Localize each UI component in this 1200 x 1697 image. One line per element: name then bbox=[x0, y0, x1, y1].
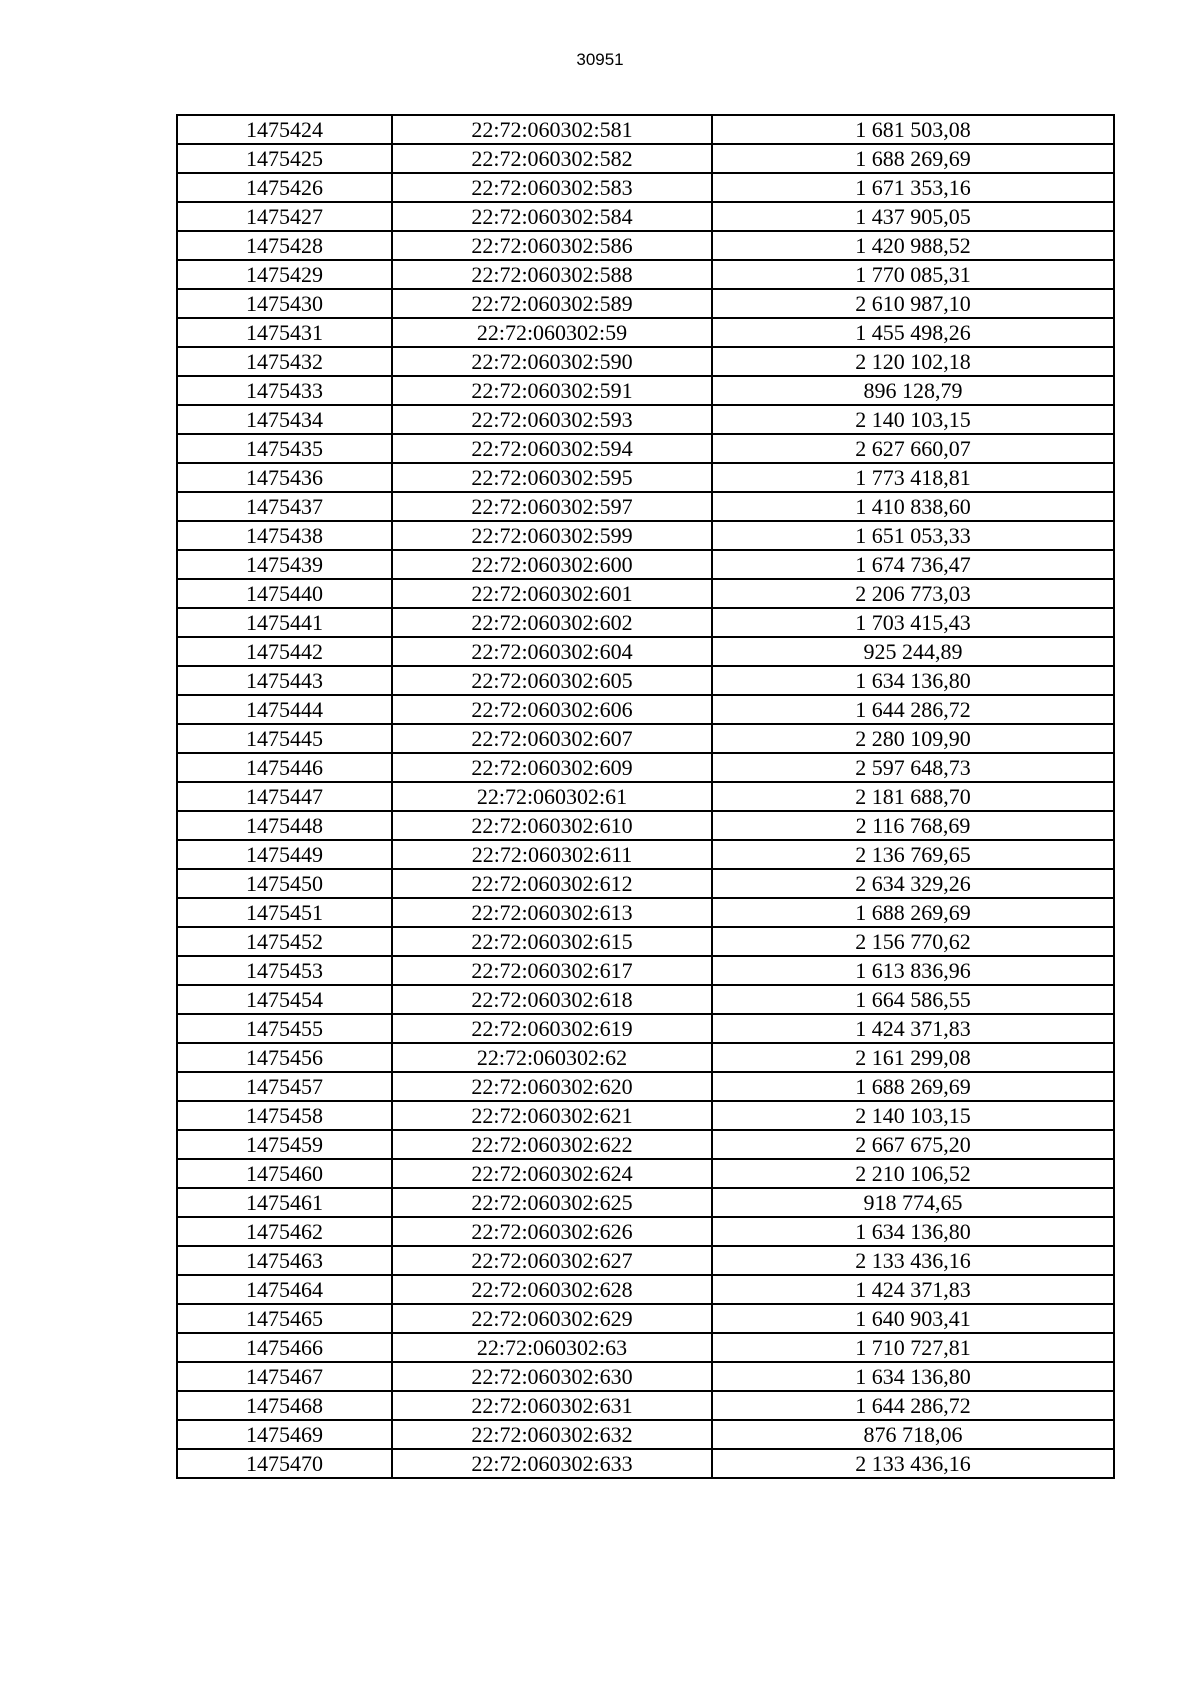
table-row bbox=[177, 1217, 1114, 1246]
cell-cadastral-number: 22:72:060302:626 bbox=[392, 1217, 712, 1246]
cell-value: 1 424 371,83 bbox=[712, 1014, 1114, 1043]
table-row bbox=[177, 260, 1114, 289]
cell-value: 1 664 586,55 bbox=[712, 985, 1114, 1014]
cell-id: 1475442 bbox=[177, 637, 392, 666]
cell-id: 1475452 bbox=[177, 927, 392, 956]
cell-cadastral-number: 22:72:060302:613 bbox=[392, 898, 712, 927]
cell-id: 1475444 bbox=[177, 695, 392, 724]
cell-id: 1475429 bbox=[177, 260, 392, 289]
cell-id: 1475427 bbox=[177, 202, 392, 231]
cell-cadastral-number: 22:72:060302:586 bbox=[392, 231, 712, 260]
cell-cadastral-number: 22:72:060302:602 bbox=[392, 608, 712, 637]
cell-cadastral-number: 22:72:060302:62 bbox=[392, 1043, 712, 1072]
cell-id: 1475468 bbox=[177, 1391, 392, 1420]
table-row bbox=[177, 289, 1114, 318]
cell-id: 1475438 bbox=[177, 521, 392, 550]
cell-cadastral-number: 22:72:060302:583 bbox=[392, 173, 712, 202]
cell-value: 1 688 269,69 bbox=[712, 144, 1114, 173]
cell-id: 1475458 bbox=[177, 1101, 392, 1130]
cell-value: 2 210 106,52 bbox=[712, 1159, 1114, 1188]
cell-value: 1 634 136,80 bbox=[712, 666, 1114, 695]
cell-value: 1 613 836,96 bbox=[712, 956, 1114, 985]
cell-value: 2 136 769,65 bbox=[712, 840, 1114, 869]
table-row bbox=[177, 463, 1114, 492]
cell-cadastral-number: 22:72:060302:618 bbox=[392, 985, 712, 1014]
table-row bbox=[177, 115, 1114, 144]
cell-cadastral-number: 22:72:060302:633 bbox=[392, 1449, 712, 1478]
cell-cadastral-number: 22:72:060302:612 bbox=[392, 869, 712, 898]
cell-value: 1 634 136,80 bbox=[712, 1362, 1114, 1391]
cell-cadastral-number: 22:72:060302:597 bbox=[392, 492, 712, 521]
cell-cadastral-number: 22:72:060302:59 bbox=[392, 318, 712, 347]
cell-value: 1 710 727,81 bbox=[712, 1333, 1114, 1362]
cell-value: 1 410 838,60 bbox=[712, 492, 1114, 521]
cell-value: 918 774,65 bbox=[712, 1188, 1114, 1217]
cell-id: 1475435 bbox=[177, 434, 392, 463]
cell-value: 896 128,79 bbox=[712, 376, 1114, 405]
cell-cadastral-number: 22:72:060302:63 bbox=[392, 1333, 712, 1362]
cell-value: 1 424 371,83 bbox=[712, 1275, 1114, 1304]
cell-value: 2 597 648,73 bbox=[712, 753, 1114, 782]
cell-value: 2 627 660,07 bbox=[712, 434, 1114, 463]
cell-value: 2 634 329,26 bbox=[712, 869, 1114, 898]
cell-value: 1 773 418,81 bbox=[712, 463, 1114, 492]
table-row bbox=[177, 1130, 1114, 1159]
cell-id: 1475445 bbox=[177, 724, 392, 753]
table-row bbox=[177, 956, 1114, 985]
cell-cadastral-number: 22:72:060302:61 bbox=[392, 782, 712, 811]
cell-id: 1475463 bbox=[177, 1246, 392, 1275]
cell-value: 1 437 905,05 bbox=[712, 202, 1114, 231]
cell-id: 1475443 bbox=[177, 666, 392, 695]
cell-value: 1 688 269,69 bbox=[712, 898, 1114, 927]
cell-id: 1475461 bbox=[177, 1188, 392, 1217]
cell-value: 1 770 085,31 bbox=[712, 260, 1114, 289]
cell-cadastral-number: 22:72:060302:607 bbox=[392, 724, 712, 753]
cell-cadastral-number: 22:72:060302:600 bbox=[392, 550, 712, 579]
cell-cadastral-number: 22:72:060302:595 bbox=[392, 463, 712, 492]
cell-id: 1475441 bbox=[177, 608, 392, 637]
table-row bbox=[177, 695, 1114, 724]
cell-id: 1475470 bbox=[177, 1449, 392, 1478]
table-row bbox=[177, 405, 1114, 434]
cell-cadastral-number: 22:72:060302:624 bbox=[392, 1159, 712, 1188]
cell-value: 1 671 353,16 bbox=[712, 173, 1114, 202]
cell-cadastral-number: 22:72:060302:591 bbox=[392, 376, 712, 405]
table-row bbox=[177, 811, 1114, 840]
table-row bbox=[177, 753, 1114, 782]
cell-cadastral-number: 22:72:060302:590 bbox=[392, 347, 712, 376]
cell-cadastral-number: 22:72:060302:632 bbox=[392, 1420, 712, 1449]
table-row bbox=[177, 666, 1114, 695]
cell-cadastral-number: 22:72:060302:620 bbox=[392, 1072, 712, 1101]
cell-id: 1475469 bbox=[177, 1420, 392, 1449]
cell-id: 1475432 bbox=[177, 347, 392, 376]
cell-id: 1475447 bbox=[177, 782, 392, 811]
table-row bbox=[177, 637, 1114, 666]
table-row bbox=[177, 1159, 1114, 1188]
cell-cadastral-number: 22:72:060302:625 bbox=[392, 1188, 712, 1217]
cell-id: 1475457 bbox=[177, 1072, 392, 1101]
cell-id: 1475464 bbox=[177, 1275, 392, 1304]
table-row bbox=[177, 840, 1114, 869]
cell-id: 1475454 bbox=[177, 985, 392, 1014]
cell-id: 1475436 bbox=[177, 463, 392, 492]
cell-value: 1 420 988,52 bbox=[712, 231, 1114, 260]
cell-value: 1 651 053,33 bbox=[712, 521, 1114, 550]
table-row bbox=[177, 898, 1114, 927]
table-row bbox=[177, 1043, 1114, 1072]
cell-value: 2 133 436,16 bbox=[712, 1449, 1114, 1478]
table-row bbox=[177, 376, 1114, 405]
cell-id: 1475433 bbox=[177, 376, 392, 405]
cell-value: 925 244,89 bbox=[712, 637, 1114, 666]
cell-id: 1475437 bbox=[177, 492, 392, 521]
cell-value: 1 644 286,72 bbox=[712, 695, 1114, 724]
table-row bbox=[177, 521, 1114, 550]
cell-value: 2 156 770,62 bbox=[712, 927, 1114, 956]
cell-value: 2 610 987,10 bbox=[712, 289, 1114, 318]
cell-value: 1 674 736,47 bbox=[712, 550, 1114, 579]
cell-value: 2 181 688,70 bbox=[712, 782, 1114, 811]
cell-id: 1475448 bbox=[177, 811, 392, 840]
cell-id: 1475428 bbox=[177, 231, 392, 260]
cell-cadastral-number: 22:72:060302:629 bbox=[392, 1304, 712, 1333]
cell-value: 1 640 903,41 bbox=[712, 1304, 1114, 1333]
table-row bbox=[177, 985, 1114, 1014]
table-row bbox=[177, 1188, 1114, 1217]
table-row bbox=[177, 173, 1114, 202]
cell-cadastral-number: 22:72:060302:627 bbox=[392, 1246, 712, 1275]
data-table bbox=[176, 114, 1115, 1479]
cell-id: 1475426 bbox=[177, 173, 392, 202]
cell-cadastral-number: 22:72:060302:588 bbox=[392, 260, 712, 289]
table-row bbox=[177, 608, 1114, 637]
cell-value: 1 634 136,80 bbox=[712, 1217, 1114, 1246]
cell-cadastral-number: 22:72:060302:628 bbox=[392, 1275, 712, 1304]
table-row bbox=[177, 144, 1114, 173]
cell-id: 1475465 bbox=[177, 1304, 392, 1333]
cell-id: 1475431 bbox=[177, 318, 392, 347]
cell-cadastral-number: 22:72:060302:605 bbox=[392, 666, 712, 695]
table-row bbox=[177, 1072, 1114, 1101]
cell-cadastral-number: 22:72:060302:631 bbox=[392, 1391, 712, 1420]
cell-id: 1475466 bbox=[177, 1333, 392, 1362]
table-row bbox=[177, 1014, 1114, 1043]
cell-value: 876 718,06 bbox=[712, 1420, 1114, 1449]
cell-cadastral-number: 22:72:060302:610 bbox=[392, 811, 712, 840]
table-row bbox=[177, 579, 1114, 608]
table-row bbox=[177, 724, 1114, 753]
cell-id: 1475462 bbox=[177, 1217, 392, 1246]
table-row bbox=[177, 434, 1114, 463]
cell-value: 1 703 415,43 bbox=[712, 608, 1114, 637]
cell-value: 2 140 103,15 bbox=[712, 405, 1114, 434]
cell-cadastral-number: 22:72:060302:604 bbox=[392, 637, 712, 666]
cell-id: 1475460 bbox=[177, 1159, 392, 1188]
table-row bbox=[177, 1275, 1114, 1304]
table-row bbox=[177, 927, 1114, 956]
cell-value: 2 133 436,16 bbox=[712, 1246, 1114, 1275]
cell-id: 1475451 bbox=[177, 898, 392, 927]
cell-id: 1475439 bbox=[177, 550, 392, 579]
table-row bbox=[177, 1362, 1114, 1391]
table-row bbox=[177, 231, 1114, 260]
cell-cadastral-number: 22:72:060302:611 bbox=[392, 840, 712, 869]
cell-cadastral-number: 22:72:060302:582 bbox=[392, 144, 712, 173]
table-row bbox=[177, 1391, 1114, 1420]
table-row bbox=[177, 1420, 1114, 1449]
page-number: 30951 bbox=[576, 50, 624, 69]
cell-id: 1475446 bbox=[177, 753, 392, 782]
table-row bbox=[177, 869, 1114, 898]
cell-cadastral-number: 22:72:060302:589 bbox=[392, 289, 712, 318]
table-row bbox=[177, 202, 1114, 231]
cell-cadastral-number: 22:72:060302:584 bbox=[392, 202, 712, 231]
cell-cadastral-number: 22:72:060302:594 bbox=[392, 434, 712, 463]
cell-value: 1 681 503,08 bbox=[712, 115, 1114, 144]
cell-cadastral-number: 22:72:060302:630 bbox=[392, 1362, 712, 1391]
cell-value: 1 644 286,72 bbox=[712, 1391, 1114, 1420]
cell-id: 1475424 bbox=[177, 115, 392, 144]
cell-id: 1475453 bbox=[177, 956, 392, 985]
cell-cadastral-number: 22:72:060302:599 bbox=[392, 521, 712, 550]
cell-cadastral-number: 22:72:060302:593 bbox=[392, 405, 712, 434]
cell-value: 2 140 103,15 bbox=[712, 1101, 1114, 1130]
cell-id: 1475456 bbox=[177, 1043, 392, 1072]
cell-id: 1475450 bbox=[177, 869, 392, 898]
table-row bbox=[177, 492, 1114, 521]
table-row bbox=[177, 782, 1114, 811]
cell-cadastral-number: 22:72:060302:621 bbox=[392, 1101, 712, 1130]
table-body bbox=[177, 115, 1114, 1478]
table-row bbox=[177, 550, 1114, 579]
cell-cadastral-number: 22:72:060302:609 bbox=[392, 753, 712, 782]
table-row bbox=[177, 1449, 1114, 1478]
cell-id: 1475430 bbox=[177, 289, 392, 318]
cell-cadastral-number: 22:72:060302:606 bbox=[392, 695, 712, 724]
cell-cadastral-number: 22:72:060302:615 bbox=[392, 927, 712, 956]
cell-value: 2 280 109,90 bbox=[712, 724, 1114, 753]
cell-id: 1475467 bbox=[177, 1362, 392, 1391]
table-row bbox=[177, 1246, 1114, 1275]
cell-id: 1475440 bbox=[177, 579, 392, 608]
table-row bbox=[177, 318, 1114, 347]
cell-cadastral-number: 22:72:060302:622 bbox=[392, 1130, 712, 1159]
cell-cadastral-number: 22:72:060302:601 bbox=[392, 579, 712, 608]
cell-id: 1475459 bbox=[177, 1130, 392, 1159]
cell-value: 2 206 773,03 bbox=[712, 579, 1114, 608]
cell-cadastral-number: 22:72:060302:617 bbox=[392, 956, 712, 985]
cell-value: 2 667 675,20 bbox=[712, 1130, 1114, 1159]
cell-value: 1 688 269,69 bbox=[712, 1072, 1114, 1101]
cell-id: 1475434 bbox=[177, 405, 392, 434]
cell-value: 2 161 299,08 bbox=[712, 1043, 1114, 1072]
cell-value: 2 120 102,18 bbox=[712, 347, 1114, 376]
cell-value: 2 116 768,69 bbox=[712, 811, 1114, 840]
table-row bbox=[177, 347, 1114, 376]
cell-id: 1475425 bbox=[177, 144, 392, 173]
cell-value: 1 455 498,26 bbox=[712, 318, 1114, 347]
cell-cadastral-number: 22:72:060302:619 bbox=[392, 1014, 712, 1043]
cell-id: 1475455 bbox=[177, 1014, 392, 1043]
cell-cadastral-number: 22:72:060302:581 bbox=[392, 115, 712, 144]
cell-id: 1475449 bbox=[177, 840, 392, 869]
table-row bbox=[177, 1333, 1114, 1362]
table-row bbox=[177, 1304, 1114, 1333]
table-row bbox=[177, 1101, 1114, 1130]
